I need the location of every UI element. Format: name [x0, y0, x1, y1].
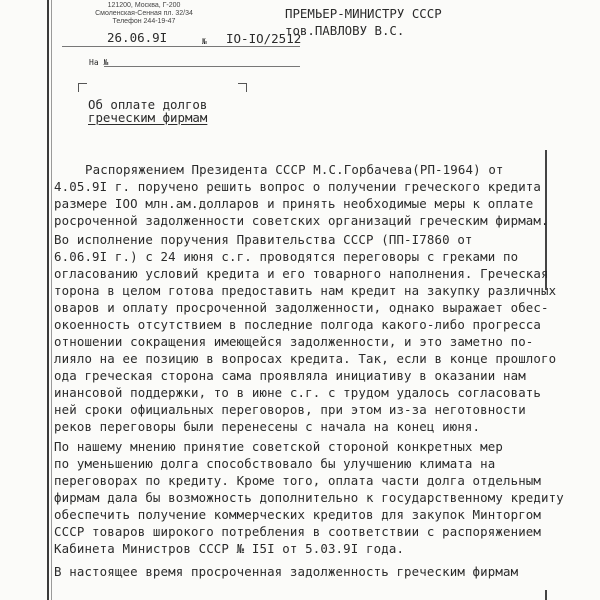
subject-bracket-right	[238, 83, 247, 92]
body-line: переговорах по кредиту. Кроме того, оплата части долга отдельным	[54, 473, 542, 488]
body-line: торона в целом готова предоставить нам кредит на закупку различных	[54, 283, 557, 298]
body-line: СССР товаров широкого потребления в соответствии с распоряжением	[54, 524, 542, 539]
body-line: размере IOO млн.ам.долларов и принять необходимые меры к оплате	[54, 196, 534, 211]
body-line: ней сроки официальных переговоров, при этом из-за неготовности	[54, 402, 526, 417]
body-line: обеспечить получение коммерческих кредитов для закупок Минторгом	[54, 507, 542, 522]
address-line: Телефон 244-19-47	[112, 18, 176, 25]
subject-line-1: Об оплате долгов	[88, 97, 208, 112]
body-line: окоенность отсутствием в последние полгода какого-либо прогресса	[54, 317, 542, 332]
address-line: 121200, Москва, Г-200	[107, 2, 181, 9]
body-line: Во исполнение поручения Правительства СССР (ПП-I7860 от	[54, 232, 473, 247]
body-line: огласованию условий кредита и его товарного наполнения. Греческая	[54, 266, 549, 281]
margin-mark-lower	[545, 590, 547, 600]
subject-bracket-left	[78, 83, 87, 92]
letterhead-address	[94, 2, 194, 26]
body-line: отношении сокращения имеющейся задолженности, и это заметно по-	[54, 334, 534, 349]
addressee-line-1: ПРЕМЬЕР-МИНИСТРУ СССР	[285, 6, 442, 21]
body-line: 4.05.9I г. поручено решить вопрос о получении греческого кредита	[54, 179, 542, 194]
addressee-line-2: тов.ПАВЛОВУ В.С.	[285, 23, 405, 38]
scan-left-edge	[47, 0, 49, 600]
date-number-rule	[62, 46, 300, 47]
scan-left-edge-shadow	[51, 0, 52, 600]
body-line: инансовой поддержки, то в июне с.г. с трудом удалось согласовать	[54, 385, 542, 400]
number-sign: №	[202, 37, 207, 46]
body-line: фирмам дала бы возможность дополнительно к государственному кредиту	[54, 490, 564, 505]
body-line: оваров и оплату просроченной задолженности, однако выражает обес-	[54, 300, 549, 315]
body-line: Распоряжением Президента СССР М.С.Горбачева(РП-1964) от	[85, 162, 504, 177]
body-line: ода греческая сторона сама проявляла инициативу в оказании нам	[54, 368, 526, 383]
body-line: 6.06.9I г.) с 24 июня с.г. проводятся переговоры с греками по	[54, 249, 519, 264]
address-line: Смоленская-Сенная пл. 32/34	[95, 10, 193, 17]
body-line: По нашему мнению принятие советской стороной конкретных мер	[54, 439, 503, 454]
body-line: лияло на ее позицию в вопросах кредита. Так, если в конце прошлого	[54, 351, 557, 366]
body-line: росроченной задолженности советских организаций греческим фирмам.	[54, 213, 549, 228]
reply-rule	[104, 66, 300, 67]
subject-line-2: греческим фирмам	[88, 110, 208, 125]
reply-label: На №	[89, 58, 109, 67]
letter-date: 26.06.9I	[107, 30, 168, 45]
letter-number: IO-IO/2512	[226, 31, 302, 46]
body-line: В настоящее время просроченная задолженность греческим фирмам	[54, 564, 519, 579]
body-line: по уменьшению долга способствовало бы улучшению климата на	[54, 456, 496, 471]
body-line: реков переговоры были перенесены с начала на конец июня.	[54, 419, 481, 434]
body-line: Кабинета Министров СССР № I5I от 5.03.9I года.	[54, 541, 405, 556]
